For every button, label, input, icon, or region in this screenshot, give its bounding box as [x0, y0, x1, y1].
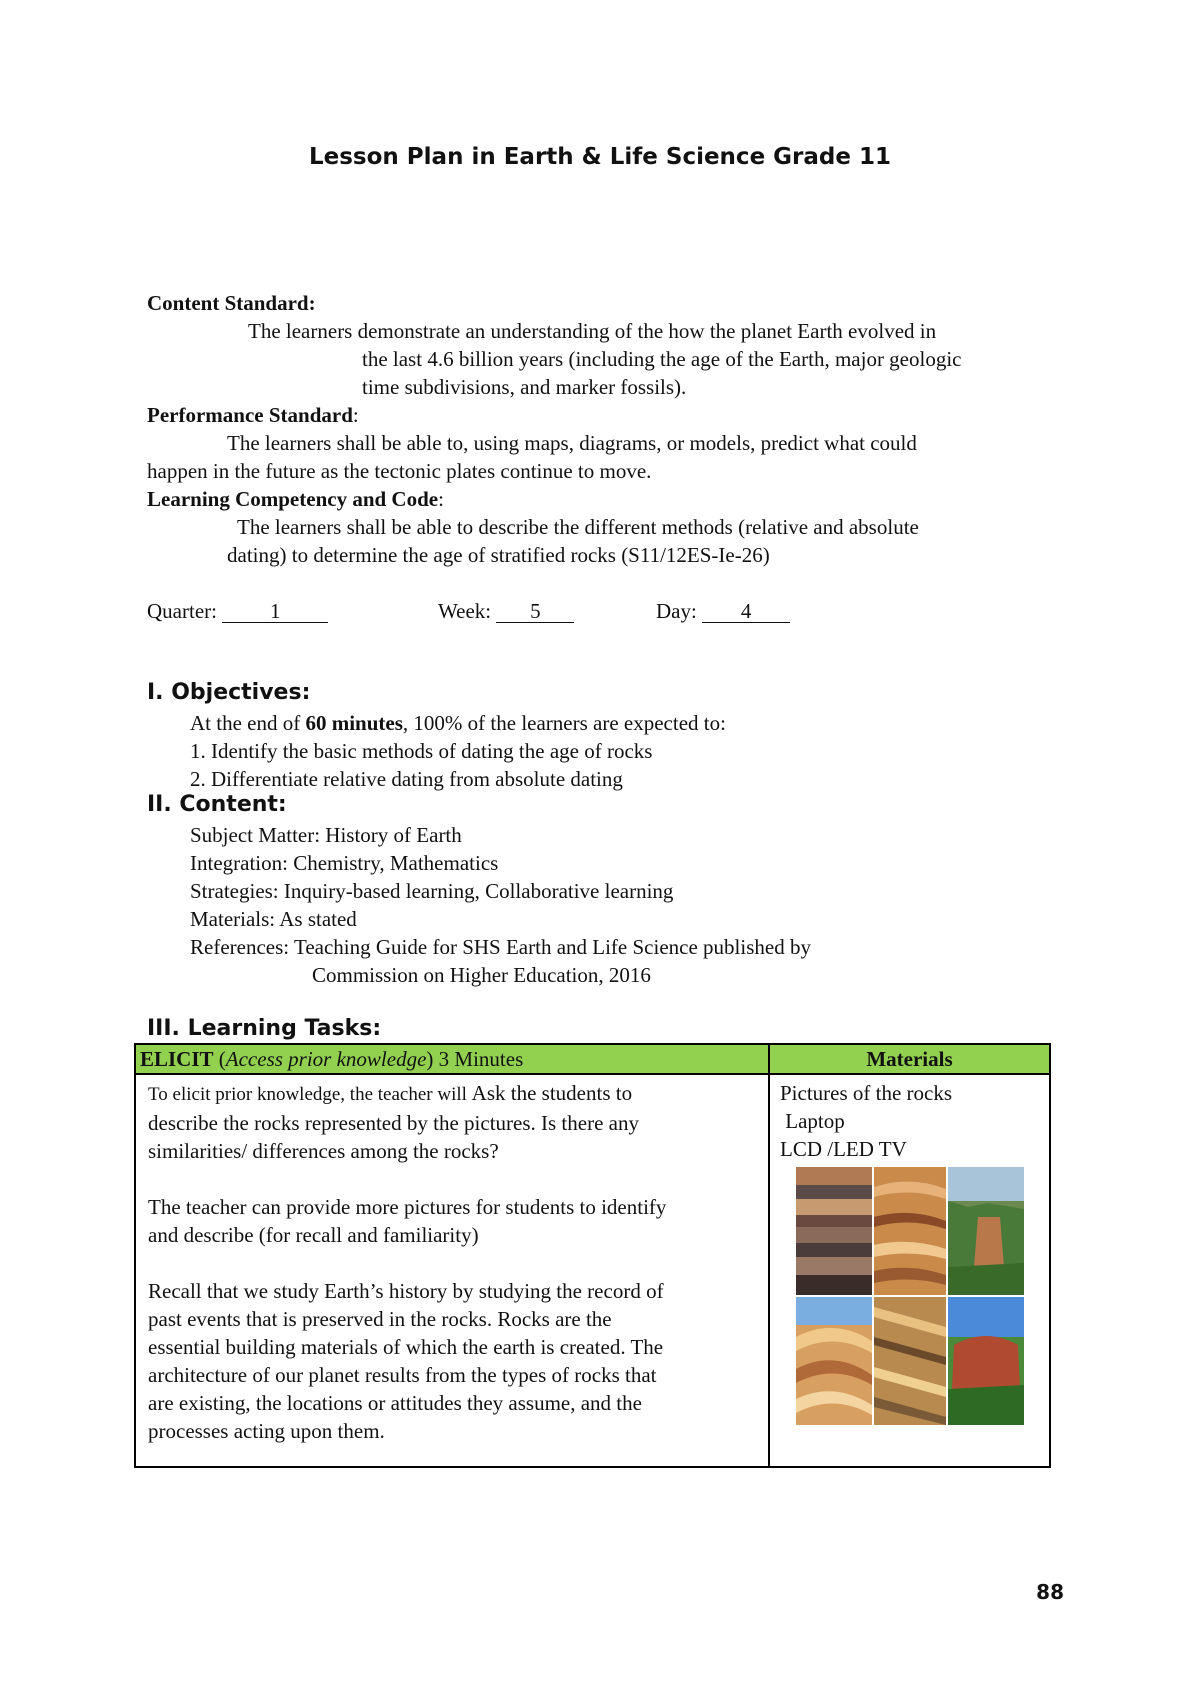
- rock-photo-folded-strata: [874, 1297, 946, 1425]
- content-standard-line2: the last 4.6 billion years (including the age of the Earth, major geologic: [362, 347, 962, 371]
- elicit-paren-open: (: [213, 1047, 226, 1071]
- learning-competency-heading: [147, 485, 444, 513]
- elicit-p1-line2: describe the rocks represented by the pictures. Is there any: [148, 1111, 639, 1135]
- page-number: 88: [1036, 1580, 1064, 1604]
- elicit-p1-small: To elicit prior knowledge, the teacher will: [148, 1084, 472, 1105]
- week-value: 5: [496, 600, 574, 623]
- content-integration: Integration: Chemistry, Mathematics: [190, 851, 499, 875]
- elicit-paragraph-1: [148, 1079, 762, 1165]
- elicit-paragraph-2: [148, 1193, 762, 1249]
- week-label: Week:: [438, 599, 492, 623]
- quarter-label: Quarter:: [147, 599, 217, 623]
- content-standard-line3: time subdivisions, and marker fossils).: [362, 375, 687, 399]
- objective-item-1: 1. Identify the basic methods of dating the age of rocks: [190, 739, 653, 763]
- elicit-p3-line4: architecture of our planet results from the types of rocks that: [148, 1363, 657, 1387]
- material-item: LCD /LED TV: [780, 1137, 907, 1161]
- elicit-paren-close: ): [426, 1047, 434, 1071]
- materials-list: [780, 1079, 1041, 1163]
- day-value: 4: [702, 600, 790, 623]
- learning-competency-line2: dating) to determine the age of stratified rocks (S11/12ES-Ie-26): [227, 543, 770, 567]
- elicit-p3-line5: are existing, the locations or attitudes they assume, and the: [148, 1391, 642, 1415]
- elicit-p2-line2: and describe (for recall and familiarity): [148, 1223, 479, 1247]
- content-references-line1: References: Teaching Guide for SHS Earth and Life Science published by: [190, 935, 811, 959]
- content-strategies: Strategies: Inquiry-based learning, Collaborative learning: [190, 879, 674, 903]
- elicit-time: 3 Minutes: [433, 1047, 524, 1071]
- rock-photo-collage: [796, 1167, 1024, 1425]
- content-subject: Subject Matter: History of Earth: [190, 823, 462, 847]
- rock-photo-sandstone-bands: [874, 1167, 946, 1295]
- rock-photo-layered-cliff: [796, 1167, 872, 1295]
- elicit-p2-line1: The teacher can provide more pictures for students to identify: [148, 1195, 667, 1219]
- rock-photo-wave-formation: [796, 1297, 872, 1425]
- objectives-intro-pre: At the end of: [190, 711, 306, 735]
- performance-standard-line1: The learners shall be able to, using maps, diagrams, or models, predict what could: [227, 431, 917, 455]
- objectives-duration: 60 minutes: [305, 711, 403, 735]
- elicit-paragraph-3: [148, 1277, 762, 1445]
- material-item: Pictures of the rocks: [780, 1081, 953, 1105]
- quarter-field: [147, 597, 328, 625]
- week-field: [438, 597, 574, 625]
- elicit-subtitle: Access prior knowledge: [225, 1047, 427, 1071]
- rock-photo-green-canyon: [948, 1167, 1024, 1295]
- learning-tasks-table: [134, 1043, 1051, 1468]
- objectives-intro: [190, 709, 726, 737]
- document-title: Lesson Plan in Earth & Life Science Grade 11: [308, 144, 891, 170]
- content-standard-label: Content Standard:: [147, 291, 316, 315]
- day-label: Day:: [656, 599, 697, 623]
- learning-competency-label: Learning Competency and Code: [147, 487, 439, 511]
- performance-standard-line2: happen in the future as the tectonic plates continue to move.: [147, 459, 652, 483]
- quarter-value: 1: [222, 600, 328, 623]
- elicit-label: ELICIT: [140, 1047, 214, 1071]
- elicit-body-cell: [135, 1074, 769, 1467]
- elicit-p3-line6: processes acting upon them.: [148, 1419, 385, 1443]
- elicit-p3-line3: essential building materials of which the earth is created. The: [148, 1335, 664, 1359]
- learning-competency-colon: :: [438, 487, 444, 511]
- performance-standard-label: Performance Standard: [147, 403, 353, 427]
- material-item: Laptop: [780, 1109, 845, 1133]
- materials-body-cell: [769, 1074, 1050, 1467]
- content-materials: Materials: As stated: [190, 907, 357, 931]
- learning-tasks-heading: III. Learning Tasks:: [147, 1016, 382, 1041]
- materials-header-cell: Materials: [769, 1044, 1050, 1074]
- day-field: [656, 597, 790, 625]
- elicit-header-cell: [135, 1044, 769, 1074]
- rock-photo-red-butte: [948, 1297, 1024, 1425]
- performance-standard-heading: [147, 401, 359, 429]
- objectives-heading: I. Objectives:: [147, 680, 311, 705]
- learning-competency-line1: The learners shall be able to describe the different methods (relative and absolute: [237, 515, 919, 539]
- elicit-p1-line3: similarities/ differences among the rocks?: [148, 1139, 499, 1163]
- content-heading: II. Content:: [147, 792, 287, 817]
- elicit-p1-rest: Ask the students to: [471, 1081, 633, 1105]
- elicit-p3-line2: past events that is preserved in the rocks. Rocks are the: [148, 1307, 612, 1331]
- content-references-line2: Commission on Higher Education, 2016: [312, 963, 651, 987]
- performance-standard-colon: :: [352, 403, 359, 427]
- objective-item-2: 2. Differentiate relative dating from absolute dating: [190, 767, 623, 791]
- objectives-intro-post: , 100% of the learners are expected to:: [402, 711, 726, 735]
- content-standard-line1: The learners demonstrate an understanding of the how the planet Earth evolved in: [248, 319, 937, 343]
- elicit-p3-line1: Recall that we study Earth’s history by studying the record of: [148, 1279, 664, 1303]
